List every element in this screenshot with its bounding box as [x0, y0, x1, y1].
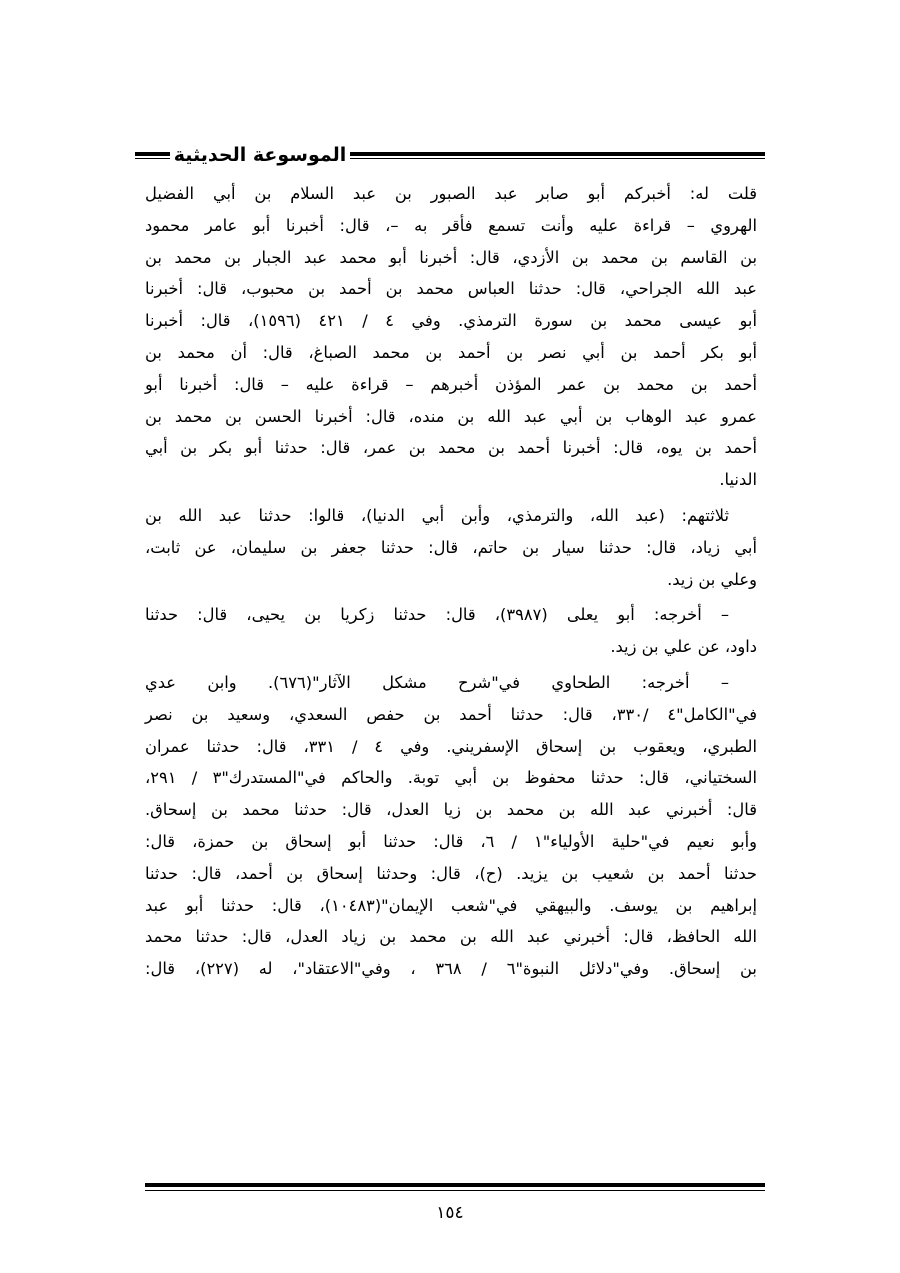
text-line: أحمد بن محمد بن عمر المؤذن أخبرهم – قراءة عليه – قال: أخبرنا أبو: [145, 374, 757, 394]
text-line: أحمد بن يوه، قال: أخبرنا أحمد بن محمد بن عمر، قال: حدثنا أبو بكر بن أبي: [145, 438, 757, 458]
text-line: الطبري، ويعقوب بن إسحاق الإسفريني. وفي ٤ / ٣٣١، قال: حدثنا عمران: [145, 736, 757, 756]
text-line: قال: أخبرني عبد الله بن محمد بن زيا العدل، قال: حدثنا محمد بن إسحاق.: [145, 800, 757, 820]
text-line: بن القاسم بن محمد بن الأزدي، قال: أخبرنا أبو محمد عبد الجبار بن محمد بن: [145, 247, 757, 267]
header-rule-right: [350, 152, 765, 159]
text-line: حدثنا أحمد بن شعيب بن يزيد. (ح)، قال: وحدثنا إسحاق بن أحمد، قال: حدثنا: [145, 863, 757, 883]
text-line: قلت له: أخبركم أبو صابر عبد الصبور بن عبد السلام بن أبي الفضيل: [145, 184, 757, 203]
header-rule-left: [135, 152, 170, 159]
text-line: السختياني، قال: حدثنا محفوظ بن أبي توبة. والحاكم في"المستدرك"٣ / ٢٩١،: [145, 768, 757, 788]
text-line: الله الحافظ، قال: أخبرني عبد الله بن محمد بن زياد العدل، قال: حدثنا محمد: [145, 927, 757, 947]
text-line: الدنيا.: [719, 470, 757, 490]
text-line: عمرو عبد الوهاب بن أبي عبد الله بن منده، قال: أخبرنا الحسن بن محمد بن: [145, 406, 757, 426]
text-line: الهروي – قراءة عليه وأنت تسمع فأقر به –، قال: أخبرنا أبو عامر محمود: [145, 215, 757, 235]
paragraph-1: [145, 178, 757, 496]
text-line: ثلاثتهم: (عبد الله، والترمذي، وأبن أبي الدنيا)، قالوا: حدثنا عبد الله بن: [145, 505, 729, 525]
body-text: [145, 178, 757, 985]
page-title: الموسوعة الحديثية: [173, 144, 347, 166]
paragraph-4: [145, 667, 757, 985]
text-line: إبراهيم بن يوسف. والبيهقي في"شعب الإيمان"(١٠٤٨٣)، قال: حدثنا أبو عبد: [145, 895, 757, 915]
text-line: في"الكامل"٤ /٣٣٠، قال: حدثنا أحمد بن حفص السعدي، وسعيد بن نصر: [145, 704, 757, 724]
page-number: ١٥٤: [436, 1203, 464, 1223]
text-line: أبو بكر أحمد بن أبي نصر بن أحمد بن محمد الصباغ، قال: أن محمد بن: [145, 342, 757, 362]
page-header: [135, 140, 765, 174]
paragraph-2: [145, 500, 757, 595]
text-line: عبد الله الجراحي، قال: حدثنا العباس محمد بن أحمد بن محبوب، قال: أخبرنا: [145, 279, 757, 299]
paragraph-3: [145, 599, 757, 663]
text-line: أبو عيسى محمد بن سورة الترمذي. وفي ٤ / ٤٢١ (١٥٩٦)، قال: أخبرنا: [145, 311, 757, 331]
text-line: – أخرجه: أبو يعلى (٣٩٨٧)، قال: حدثنا زكريا بن يحيى، قال: حدثنا: [145, 605, 730, 625]
footer-rule: [145, 1183, 765, 1191]
text-line: أبي زياد، قال: حدثنا سيار بن حاتم، قال: حدثنا جعفر بن سليمان، عن ثابت،: [145, 537, 757, 557]
text-line: داود، عن علي بن زيد.: [610, 637, 757, 657]
text-line: وأبو نعيم في"حلية الأولياء"١ / ٦، قال: حدثنا أبو إسحاق بن حمزة، قال:: [145, 831, 757, 851]
text-line: – أخرجه: الطحاوي في"شرح مشكل الآثار"(٦٧٦). وابن عدي: [145, 672, 729, 692]
text-line: بن إسحاق. وفي"دلائل النبوة"٦ / ٣٦٨ ، وفي"الاعتقاد"، له (٢٢٧)، قال:: [145, 959, 757, 979]
text-line: وعلي بن زيد.: [667, 569, 757, 589]
